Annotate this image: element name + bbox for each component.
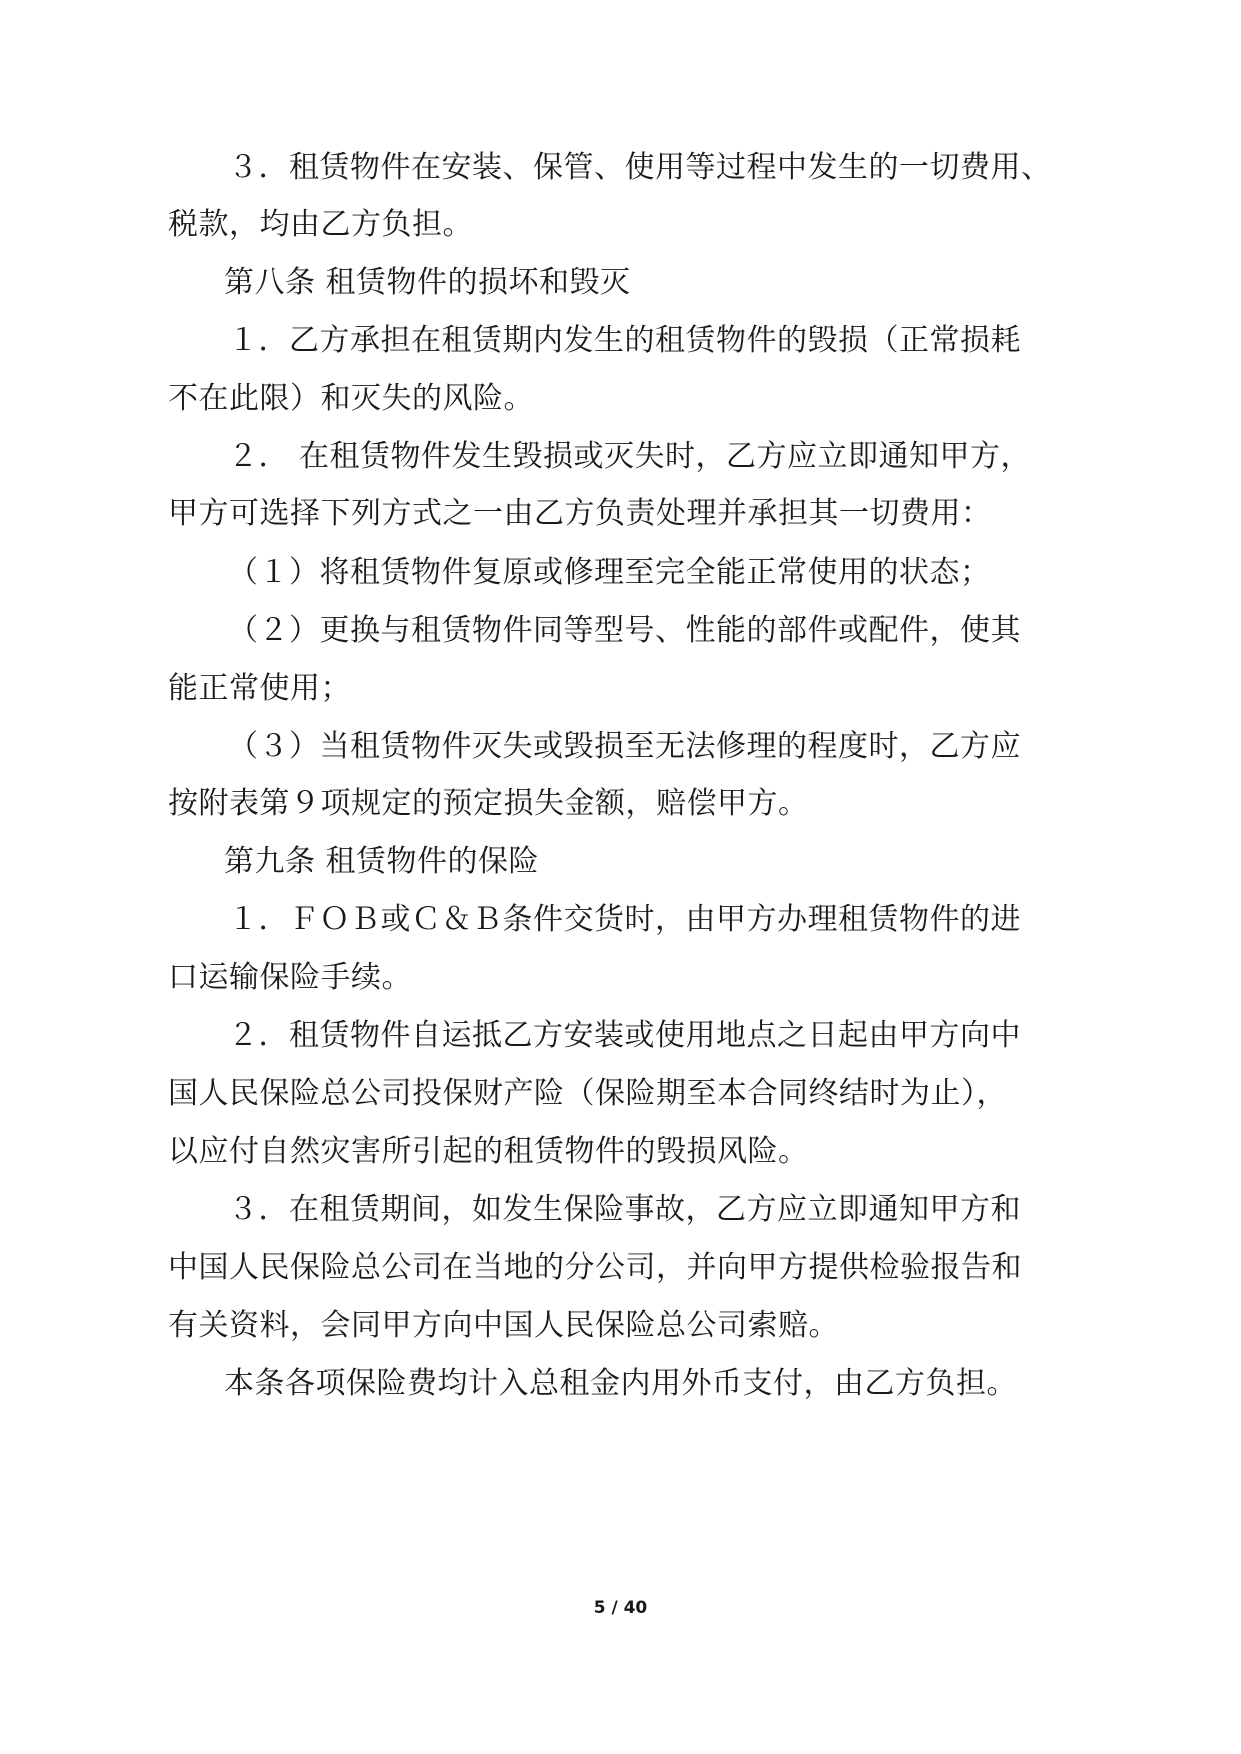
text-line: 以应付自然灾害所引起的租赁物件的毁损风险。	[168, 1134, 809, 1169]
text-line: 国人民保险总公司投保财产险（保险期至本合同终结时为止），	[168, 1076, 1007, 1111]
text-line: 甲方可选择下列方式之一由乙方负责处理并承担其一切费用：	[168, 496, 992, 531]
text-line: 税款，均由乙方负担。	[168, 207, 473, 242]
text-line: 本条各项保险费均计入总租金内用外币支付，由乙方负担。	[224, 1366, 1017, 1401]
text-line: （２）更换与租赁物件同等型号、性能的部件或配件，使其	[228, 613, 1021, 648]
text-line: 不在此限）和灭失的风险。	[168, 381, 534, 416]
text-line: １．乙方承担在租赁期内发生的租赁物件的毁损（正常损耗	[228, 323, 1021, 358]
text-line: （３）当租赁物件灭失或毁损至无法修理的程度时，乙方应	[228, 729, 1021, 764]
text-line: ３．租赁物件在安装、保管、使用等过程中发生的一切费用、	[228, 150, 1052, 185]
text-line: 能正常使用；	[168, 671, 351, 706]
section-heading: 第八条 租赁物件的损坏和毁灭	[224, 265, 631, 300]
text-line: ２．租赁物件自运抵乙方安装或使用地点之日起由甲方向中	[228, 1018, 1021, 1053]
text-line: （１）将租赁物件复原或修理至完全能正常使用的状态；	[228, 555, 991, 590]
text-line: ３．在租赁期间，如发生保险事故，乙方应立即通知甲方和	[228, 1192, 1021, 1227]
section-heading: 第九条 租赁物件的保险	[224, 844, 540, 879]
text-line: ２． 在租赁物件发生毁损或灭失时，乙方应立即通知甲方，	[228, 439, 1032, 474]
text-line: 有关资料，会同甲方向中国人民保险总公司索赔。	[168, 1308, 839, 1343]
text-line: 中国人民保险总公司在当地的分公司，并向甲方提供检验报告和	[168, 1250, 1022, 1285]
text-line: 口运输保险手续。	[168, 960, 412, 995]
text-line: 按附表第９项规定的预定损失金额，赔偿甲方。	[168, 786, 809, 821]
text-line: １．ＦＯＢ或Ｃ＆Ｂ条件交货时，由甲方办理租赁物件的进	[228, 902, 1021, 937]
page-number: 5 / 40	[593, 1598, 648, 1618]
